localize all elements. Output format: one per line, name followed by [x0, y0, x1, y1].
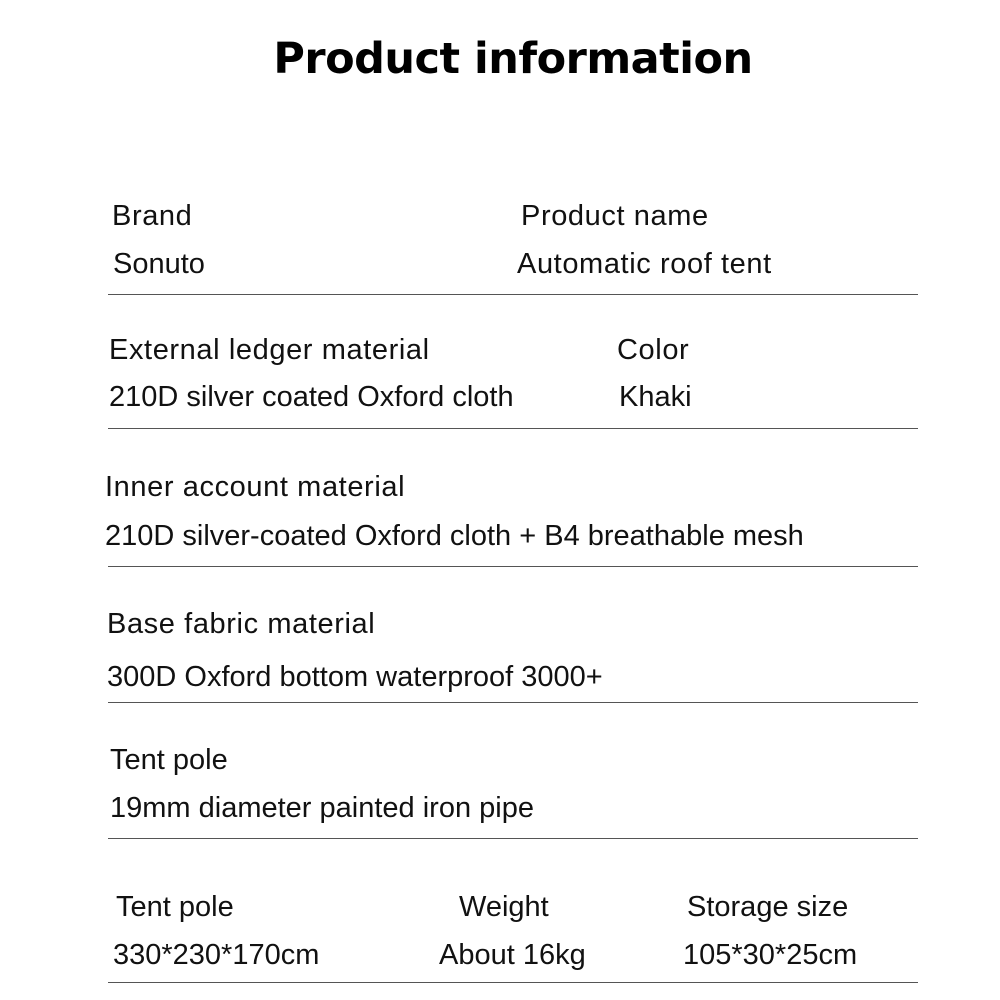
external-material-label: External ledger material: [109, 334, 430, 366]
brand-label: Brand: [112, 200, 193, 232]
color-value: Khaki: [619, 381, 692, 413]
base-fabric-value: 300D Oxford bottom waterproof 3000+: [107, 661, 603, 693]
tent-pole-label: Tent pole: [110, 744, 228, 776]
row-divider: [108, 982, 918, 983]
brand-value: Sonuto: [113, 248, 205, 280]
row-divider: [108, 428, 918, 429]
color-label: Color: [617, 334, 690, 366]
base-fabric-label: Base fabric material: [107, 608, 376, 640]
inner-material-value: 210D silver-coated Oxford cloth + B4 breathable mesh: [105, 520, 804, 552]
page-title: Product information: [273, 34, 753, 84]
product-name-value: Automatic roof tent: [517, 248, 772, 280]
product-name-label: Product name: [521, 200, 709, 232]
inner-material-label: Inner account material: [105, 471, 406, 503]
storage-size-value: 105*30*25cm: [683, 939, 858, 971]
tent-pole-value: 19mm diameter painted iron pipe: [110, 792, 534, 824]
row-divider: [108, 838, 918, 839]
row-divider: [108, 294, 918, 295]
weight-label: Weight: [459, 891, 549, 923]
external-material-value: 210D silver coated Oxford cloth: [109, 381, 514, 413]
weight-value: About 16kg: [439, 939, 586, 971]
tent-size-label: Tent pole: [116, 891, 234, 923]
tent-size-value: 330*230*170cm: [113, 939, 320, 971]
row-divider: [108, 566, 918, 567]
row-divider: [108, 702, 918, 703]
storage-size-label: Storage size: [687, 891, 849, 923]
